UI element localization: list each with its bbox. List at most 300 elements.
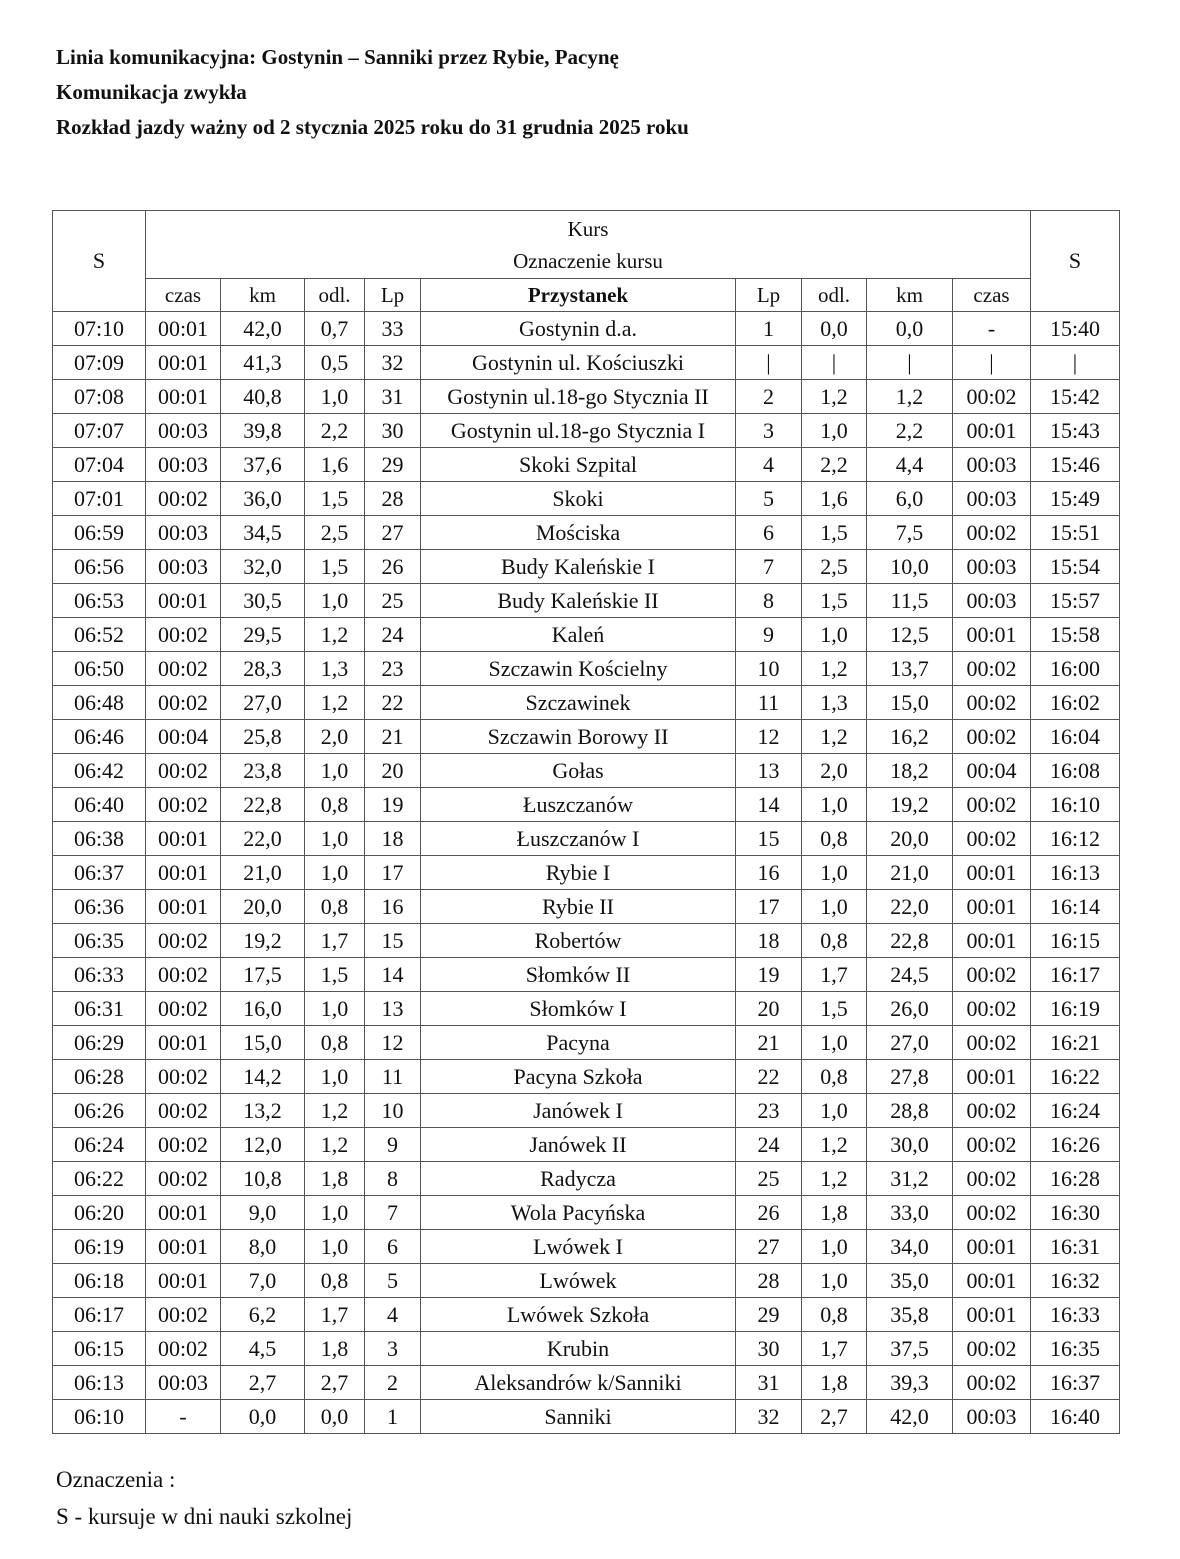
stop-name: Łuszczanów I — [421, 822, 736, 856]
stop-number-right: 31 — [736, 1366, 802, 1400]
departure-time-left: 06:37 — [53, 856, 146, 890]
distance-right: 1,0 — [802, 1026, 867, 1060]
stop-number-right: 28 — [736, 1264, 802, 1298]
stop-name: Gostynin d.a. — [421, 312, 736, 346]
distance-left: 1,0 — [305, 1230, 365, 1264]
departure-time-left: 06:56 — [53, 550, 146, 584]
km-left: 19,2 — [221, 924, 305, 958]
km-right: 0,0 — [867, 312, 953, 346]
km-left: 6,2 — [221, 1298, 305, 1332]
km-left: 36,0 — [221, 482, 305, 516]
distance-right: 1,5 — [802, 516, 867, 550]
stop-number-left: 18 — [365, 822, 421, 856]
travel-time-left: 00:02 — [146, 958, 221, 992]
stop-name: Radycza — [421, 1162, 736, 1196]
distance-left: 1,0 — [305, 584, 365, 618]
stop-number-left: 14 — [365, 958, 421, 992]
table-row — [53, 550, 1120, 584]
stop-name: Słomków I — [421, 992, 736, 1026]
stop-number-left: 26 — [365, 550, 421, 584]
distance-left: 1,2 — [305, 686, 365, 720]
km-right: 21,0 — [867, 856, 953, 890]
stop-number-right: 16 — [736, 856, 802, 890]
stop-name: Skoki — [421, 482, 736, 516]
table-row — [53, 1094, 1120, 1128]
km-left: 15,0 — [221, 1026, 305, 1060]
distance-left: 1,5 — [305, 482, 365, 516]
left-course-header: S — [53, 211, 146, 312]
stop-number-right: 27 — [736, 1230, 802, 1264]
stop-number-right: 3 — [736, 414, 802, 448]
km-right: 34,0 — [867, 1230, 953, 1264]
stop-number-left: 29 — [365, 448, 421, 482]
distance-right: | — [802, 346, 867, 380]
travel-time-right: 00:03 — [953, 448, 1031, 482]
table-row — [53, 482, 1120, 516]
km-left: 30,5 — [221, 584, 305, 618]
departure-time-left: 06:42 — [53, 754, 146, 788]
distance-left: 0,0 — [305, 1400, 365, 1434]
travel-time-left: 00:02 — [146, 686, 221, 720]
travel-time-left: 00:01 — [146, 822, 221, 856]
distance-right: 1,7 — [802, 1332, 867, 1366]
travel-time-right: 00:02 — [953, 1162, 1031, 1196]
table-row — [53, 1264, 1120, 1298]
travel-time-right: 00:02 — [953, 380, 1031, 414]
distance-left: 1,7 — [305, 1298, 365, 1332]
stop-name: Lwówek I — [421, 1230, 736, 1264]
stop-number-right: 14 — [736, 788, 802, 822]
distance-left: 1,6 — [305, 448, 365, 482]
departure-time-left: 06:40 — [53, 788, 146, 822]
table-row — [53, 992, 1120, 1026]
km-right: 15,0 — [867, 686, 953, 720]
km-left: 0,0 — [221, 1400, 305, 1434]
stop-number-left: 13 — [365, 992, 421, 1026]
distance-left: 0,8 — [305, 1026, 365, 1060]
departure-time-right: 16:19 — [1031, 992, 1120, 1026]
table-row — [53, 1298, 1120, 1332]
distance-left: 0,5 — [305, 346, 365, 380]
distance-right: 2,7 — [802, 1400, 867, 1434]
table-row — [53, 822, 1120, 856]
travel-time-left: 00:02 — [146, 754, 221, 788]
stop-number-right: 18 — [736, 924, 802, 958]
stop-number-right: 22 — [736, 1060, 802, 1094]
departure-time-right: 15:42 — [1031, 380, 1120, 414]
km-left: 8,0 — [221, 1230, 305, 1264]
travel-time-right: 00:02 — [953, 1026, 1031, 1060]
departure-time-left: 06:22 — [53, 1162, 146, 1196]
km-right: 12,5 — [867, 618, 953, 652]
stop-name: Rybie II — [421, 890, 736, 924]
distance-right: 1,2 — [802, 720, 867, 754]
travel-time-right: 00:01 — [953, 1230, 1031, 1264]
stop-name: Gostynin ul.18-go Stycznia I — [421, 414, 736, 448]
table-row — [53, 720, 1120, 754]
travel-time-right: | — [953, 346, 1031, 380]
stop-number-left: 30 — [365, 414, 421, 448]
travel-time-left: 00:02 — [146, 1060, 221, 1094]
stop-name: Gostynin ul. Kościuszki — [421, 346, 736, 380]
table-row — [53, 1060, 1120, 1094]
departure-time-left: 07:08 — [53, 380, 146, 414]
distance-left: 1,2 — [305, 1094, 365, 1128]
col-stop: Przystanek — [421, 279, 736, 312]
km-left: 22,0 — [221, 822, 305, 856]
departure-time-right: 15:40 — [1031, 312, 1120, 346]
stop-number-left: 21 — [365, 720, 421, 754]
departure-time-left: 06:59 — [53, 516, 146, 550]
km-right: 20,0 — [867, 822, 953, 856]
travel-time-right: 00:03 — [953, 584, 1031, 618]
km-left: 29,5 — [221, 618, 305, 652]
travel-time-left: 00:01 — [146, 346, 221, 380]
departure-time-right: | — [1031, 346, 1120, 380]
stop-number-left: 23 — [365, 652, 421, 686]
travel-time-left: 00:02 — [146, 788, 221, 822]
travel-time-right: 00:02 — [953, 1094, 1031, 1128]
stop-number-right: 30 — [736, 1332, 802, 1366]
table-row — [53, 1026, 1120, 1060]
travel-time-left: 00:03 — [146, 516, 221, 550]
stop-number-left: 17 — [365, 856, 421, 890]
distance-left: 2,5 — [305, 516, 365, 550]
distance-right: 1,2 — [802, 380, 867, 414]
departure-time-right: 15:57 — [1031, 584, 1120, 618]
stop-name: Pacyna — [421, 1026, 736, 1060]
km-left: 41,3 — [221, 346, 305, 380]
stop-name: Budy Kaleńskie I — [421, 550, 736, 584]
stop-name: Gołas — [421, 754, 736, 788]
departure-time-left: 06:53 — [53, 584, 146, 618]
km-right: 1,2 — [867, 380, 953, 414]
km-left: 23,8 — [221, 754, 305, 788]
stop-number-right: 25 — [736, 1162, 802, 1196]
departure-time-right: 16:00 — [1031, 652, 1120, 686]
table-row — [53, 754, 1120, 788]
stop-number-right: 26 — [736, 1196, 802, 1230]
km-left: 14,2 — [221, 1060, 305, 1094]
travel-time-right: 00:02 — [953, 822, 1031, 856]
distance-right: 2,5 — [802, 550, 867, 584]
departure-time-left: 06:33 — [53, 958, 146, 992]
km-right: 35,8 — [867, 1298, 953, 1332]
stop-number-left: 24 — [365, 618, 421, 652]
distance-left: 1,0 — [305, 992, 365, 1026]
travel-time-right: 00:01 — [953, 618, 1031, 652]
distance-right: 0,0 — [802, 312, 867, 346]
distance-right: 1,0 — [802, 788, 867, 822]
stop-number-left: 11 — [365, 1060, 421, 1094]
departure-time-left: 06:31 — [53, 992, 146, 1026]
km-right: 33,0 — [867, 1196, 953, 1230]
travel-time-right: 00:02 — [953, 1366, 1031, 1400]
travel-time-right: 00:02 — [953, 1128, 1031, 1162]
distance-left: 1,8 — [305, 1162, 365, 1196]
km-right: 7,5 — [867, 516, 953, 550]
departure-time-left: 06:38 — [53, 822, 146, 856]
km-right: 16,2 — [867, 720, 953, 754]
stop-number-left: 10 — [365, 1094, 421, 1128]
km-left: 39,8 — [221, 414, 305, 448]
departure-time-left: 06:15 — [53, 1332, 146, 1366]
departure-time-right: 15:58 — [1031, 618, 1120, 652]
km-left: 9,0 — [221, 1196, 305, 1230]
stop-number-left: 4 — [365, 1298, 421, 1332]
departure-time-right: 16:31 — [1031, 1230, 1120, 1264]
distance-left: 1,2 — [305, 1128, 365, 1162]
travel-time-left: 00:03 — [146, 1366, 221, 1400]
table-row — [53, 346, 1120, 380]
km-right: 28,8 — [867, 1094, 953, 1128]
km-left: 25,8 — [221, 720, 305, 754]
departure-time-left: 07:09 — [53, 346, 146, 380]
departure-time-right: 16:15 — [1031, 924, 1120, 958]
stop-number-left: 19 — [365, 788, 421, 822]
travel-time-left: 00:01 — [146, 1230, 221, 1264]
distance-left: 1,5 — [305, 550, 365, 584]
departure-time-left: 06:13 — [53, 1366, 146, 1400]
km-right: 22,8 — [867, 924, 953, 958]
travel-time-right: 00:03 — [953, 550, 1031, 584]
stop-name: Szczawinek — [421, 686, 736, 720]
departure-time-right: 16:32 — [1031, 1264, 1120, 1298]
col-right-odl: odl. — [802, 279, 867, 312]
departure-time-right: 16:14 — [1031, 890, 1120, 924]
stop-number-left: 1 — [365, 1400, 421, 1434]
col-left-czas: czas — [146, 279, 221, 312]
travel-time-right: 00:02 — [953, 720, 1031, 754]
distance-right: 0,8 — [802, 1298, 867, 1332]
departure-time-right: 16:24 — [1031, 1094, 1120, 1128]
distance-left: 1,0 — [305, 822, 365, 856]
distance-right: 1,5 — [802, 992, 867, 1026]
stop-number-left: 22 — [365, 686, 421, 720]
stop-number-left: 7 — [365, 1196, 421, 1230]
travel-time-left: 00:02 — [146, 618, 221, 652]
km-right: 30,0 — [867, 1128, 953, 1162]
km-right: 39,3 — [867, 1366, 953, 1400]
distance-right: 0,8 — [802, 822, 867, 856]
stop-number-left: 15 — [365, 924, 421, 958]
table-row — [53, 856, 1120, 890]
stop-number-left: 27 — [365, 516, 421, 550]
travel-time-right: 00:01 — [953, 414, 1031, 448]
stop-number-right: 29 — [736, 1298, 802, 1332]
km-left: 28,3 — [221, 652, 305, 686]
stop-name: Szczawin Borowy II — [421, 720, 736, 754]
travel-time-left: 00:04 — [146, 720, 221, 754]
travel-time-left: 00:02 — [146, 1298, 221, 1332]
km-left: 7,0 — [221, 1264, 305, 1298]
distance-left: 2,7 — [305, 1366, 365, 1400]
validity-period: Rozkład jazdy ważny od 2 stycznia 2025 roku do 31 grudnia 2025 roku — [56, 115, 689, 139]
stop-number-right: 2 — [736, 380, 802, 414]
travel-time-left: 00:02 — [146, 1332, 221, 1366]
departure-time-left: 06:17 — [53, 1298, 146, 1332]
distance-right: 1,2 — [802, 1162, 867, 1196]
stop-number-right: 19 — [736, 958, 802, 992]
travel-time-left: 00:02 — [146, 1162, 221, 1196]
travel-time-right: 00:02 — [953, 992, 1031, 1026]
stop-number-right: 7 — [736, 550, 802, 584]
travel-time-left: 00:02 — [146, 992, 221, 1026]
km-right: 27,8 — [867, 1060, 953, 1094]
stop-number-right: 24 — [736, 1128, 802, 1162]
distance-left: 0,8 — [305, 1264, 365, 1298]
departure-time-right: 15:43 — [1031, 414, 1120, 448]
departure-time-right: 16:08 — [1031, 754, 1120, 788]
travel-time-right: 00:02 — [953, 652, 1031, 686]
distance-right: 1,8 — [802, 1366, 867, 1400]
stop-name: Sanniki — [421, 1400, 736, 1434]
distance-left: 0,7 — [305, 312, 365, 346]
km-left: 40,8 — [221, 380, 305, 414]
departure-time-right: 16:22 — [1031, 1060, 1120, 1094]
distance-left: 0,8 — [305, 890, 365, 924]
distance-right: 1,6 — [802, 482, 867, 516]
travel-time-right: 00:01 — [953, 924, 1031, 958]
stop-number-left: 5 — [365, 1264, 421, 1298]
table-row — [53, 380, 1120, 414]
col-left-odl: odl. — [305, 279, 365, 312]
stop-name: Skoki Szpital — [421, 448, 736, 482]
departure-time-left: 06:36 — [53, 890, 146, 924]
km-left: 22,8 — [221, 788, 305, 822]
stop-number-left: 32 — [365, 346, 421, 380]
distance-right: 1,0 — [802, 618, 867, 652]
travel-time-left: 00:03 — [146, 550, 221, 584]
distance-left: 2,0 — [305, 720, 365, 754]
distance-right: 2,0 — [802, 754, 867, 788]
km-right: 2,2 — [867, 414, 953, 448]
stop-number-left: 20 — [365, 754, 421, 788]
km-right: 6,0 — [867, 482, 953, 516]
travel-time-left: 00:02 — [146, 1128, 221, 1162]
table-row — [53, 788, 1120, 822]
stop-name: Łuszczanów — [421, 788, 736, 822]
distance-left: 1,2 — [305, 618, 365, 652]
travel-time-left: 00:01 — [146, 312, 221, 346]
departure-time-left: 07:10 — [53, 312, 146, 346]
stop-number-right: 12 — [736, 720, 802, 754]
travel-time-left: 00:03 — [146, 414, 221, 448]
km-left: 42,0 — [221, 312, 305, 346]
travel-time-right: - — [953, 312, 1031, 346]
travel-time-left: 00:01 — [146, 584, 221, 618]
distance-right: 1,0 — [802, 1094, 867, 1128]
distance-left: 1,5 — [305, 958, 365, 992]
travel-time-right: 00:02 — [953, 686, 1031, 720]
km-right: 35,0 — [867, 1264, 953, 1298]
departure-time-right: 15:49 — [1031, 482, 1120, 516]
travel-time-right: 00:02 — [953, 1332, 1031, 1366]
travel-time-right: 00:01 — [953, 1298, 1031, 1332]
stop-number-left: 33 — [365, 312, 421, 346]
table-row — [53, 584, 1120, 618]
col-left-km: km — [221, 279, 305, 312]
departure-time-left: 06:10 — [53, 1400, 146, 1434]
km-right: | — [867, 346, 953, 380]
km-left: 12,0 — [221, 1128, 305, 1162]
travel-time-right: 00:02 — [953, 788, 1031, 822]
km-left: 10,8 — [221, 1162, 305, 1196]
table-row — [53, 312, 1120, 346]
travel-time-right: 00:01 — [953, 856, 1031, 890]
travel-time-left: 00:01 — [146, 1196, 221, 1230]
stop-name: Aleksandrów k/Sanniki — [421, 1366, 736, 1400]
stop-number-left: 8 — [365, 1162, 421, 1196]
travel-time-right: 00:01 — [953, 1264, 1031, 1298]
timetable-body — [53, 312, 1120, 1434]
table-row — [53, 1196, 1120, 1230]
departure-time-right: 16:26 — [1031, 1128, 1120, 1162]
km-left: 37,6 — [221, 448, 305, 482]
stop-name: Szczawin Kościelny — [421, 652, 736, 686]
stop-number-left: 31 — [365, 380, 421, 414]
course-header — [146, 211, 1031, 279]
km-left: 4,5 — [221, 1332, 305, 1366]
stop-name: Krubin — [421, 1332, 736, 1366]
km-left: 17,5 — [221, 958, 305, 992]
stop-name: Gostynin ul.18-go Stycznia II — [421, 380, 736, 414]
distance-left: 1,8 — [305, 1332, 365, 1366]
departure-time-right: 16:02 — [1031, 686, 1120, 720]
travel-time-right: 00:01 — [953, 890, 1031, 924]
departure-time-right: 16:21 — [1031, 1026, 1120, 1060]
distance-right: 1,0 — [802, 1264, 867, 1298]
stop-number-right: 17 — [736, 890, 802, 924]
departure-time-right: 15:46 — [1031, 448, 1120, 482]
distance-right: 0,8 — [802, 1060, 867, 1094]
km-right: 27,0 — [867, 1026, 953, 1060]
table-row — [53, 890, 1120, 924]
departure-time-left: 07:07 — [53, 414, 146, 448]
departure-time-right: 16:13 — [1031, 856, 1120, 890]
km-right: 18,2 — [867, 754, 953, 788]
departure-time-right: 16:17 — [1031, 958, 1120, 992]
departure-time-right: 16:37 — [1031, 1366, 1120, 1400]
col-right-czas: czas — [953, 279, 1031, 312]
departure-time-left: 06:52 — [53, 618, 146, 652]
departure-time-left: 06:35 — [53, 924, 146, 958]
stop-number-right: 4 — [736, 448, 802, 482]
stop-number-right: 20 — [736, 992, 802, 1026]
km-left: 13,2 — [221, 1094, 305, 1128]
km-right: 4,4 — [867, 448, 953, 482]
departure-time-right: 16:10 — [1031, 788, 1120, 822]
distance-left: 1,7 — [305, 924, 365, 958]
table-row — [53, 686, 1120, 720]
col-right-km: km — [867, 279, 953, 312]
stop-number-right: 21 — [736, 1026, 802, 1060]
km-right: 13,7 — [867, 652, 953, 686]
col-left-lp: Lp — [365, 279, 421, 312]
table-row — [53, 448, 1120, 482]
legend-s-description: S - kursuje w dni nauki szkolnej — [56, 1504, 353, 1529]
kurs-label: Kurs — [567, 216, 609, 241]
distance-left: 1,3 — [305, 652, 365, 686]
table-row — [53, 958, 1120, 992]
km-left: 34,5 — [221, 516, 305, 550]
stop-name: Robertów — [421, 924, 736, 958]
km-left: 27,0 — [221, 686, 305, 720]
km-left: 2,7 — [221, 1366, 305, 1400]
departure-time-left: 06:20 — [53, 1196, 146, 1230]
distance-right: 0,8 — [802, 924, 867, 958]
stop-name: Janówek I — [421, 1094, 736, 1128]
